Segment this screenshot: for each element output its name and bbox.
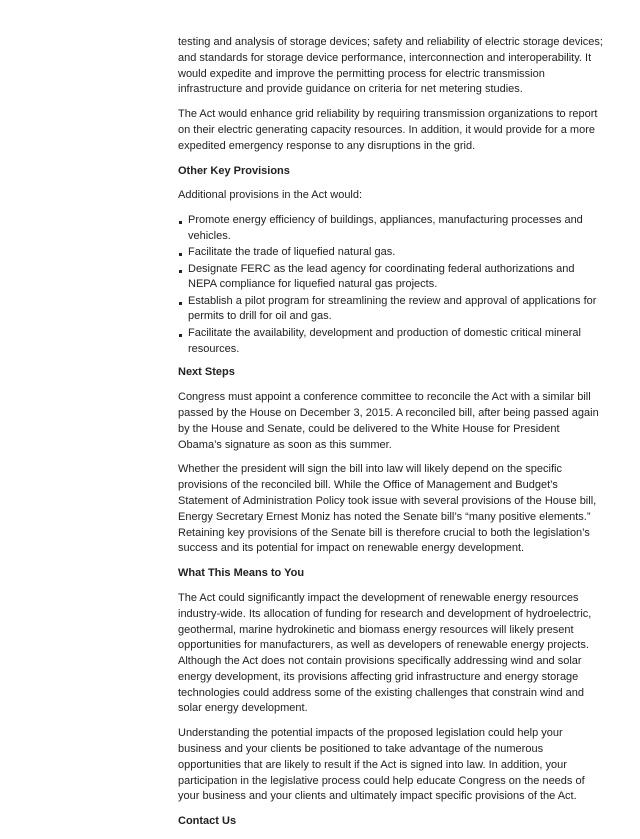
text-line: success and its potential for impact on renewable energy development. <box>178 542 525 555</box>
list-item <box>178 245 578 261</box>
paragraph <box>178 591 592 717</box>
text-line: Understanding the potential impacts of the proposed legislation could help your <box>178 727 563 740</box>
bullet-icon <box>179 302 182 305</box>
bullet-icon <box>179 221 182 224</box>
text-line: NEPA compliance for liquefied natural gas projects. <box>188 278 438 291</box>
text-line: Obama’s signature as soon as this summer. <box>178 438 392 451</box>
text-line: Congress must appoint a conference committee to reconcile the Act with a similar bill <box>178 391 591 404</box>
text-line: Additional provisions in the Act would: <box>178 189 363 202</box>
section-heading: Other Key Provisions <box>178 164 290 177</box>
text-line: passed by the House on December 3, 2015. A reconciled bill, after being passed again <box>178 406 599 419</box>
text-line: Whether the president will sign the bill into law will likely depend on the specific <box>178 463 562 476</box>
text-line: Facilitate the trade of liquefied natural gas. <box>188 246 396 259</box>
text-line: business and your clients be positioned to take advantage of the numerous <box>178 743 544 756</box>
paragraph <box>178 390 599 453</box>
text-line: Promote energy efficiency of buildings, appliances, manufacturing processes and <box>188 214 583 227</box>
list-item <box>178 326 581 358</box>
section-heading: What This Means to You <box>178 567 305 580</box>
text-line: your business and your clients and ultimately impact specific provisions of the Act. <box>178 790 577 803</box>
paragraph <box>178 188 578 204</box>
text-line: and standards for storage device performance, interconnection and interoperability. It <box>178 51 592 64</box>
text-line: The Act could significantly impact the development of renewable energy resources <box>178 591 579 604</box>
list-item <box>178 213 583 245</box>
text-line: geothermal, marine hydrokinetic and biomass energy resources will likely present <box>178 623 574 636</box>
section-heading: Contact Us <box>178 815 237 828</box>
list-item <box>178 262 578 294</box>
text-line: industry-wide. Its allocation of funding for research and development of hydroelectric, <box>178 607 592 620</box>
paragraph <box>178 35 603 98</box>
text-line: Energy Secretary Ernest Moniz has noted the Senate bill’s “many positive elements.” <box>178 510 591 523</box>
text-line: by the House and Senate, could be delivered to the White House for President <box>178 422 560 435</box>
bullet-icon <box>179 270 182 273</box>
text-line: energy development, its provisions affecting grid infrastructure and energy storage <box>178 670 579 683</box>
text-line: expedited emergency response to any disruptions in the grid. <box>178 139 476 152</box>
paragraph <box>178 462 597 557</box>
text-line: opportunities for manufacturers, as well as developers of renewable energy projects. <box>178 639 589 652</box>
text-line: resources. <box>188 342 240 355</box>
text-line: Establish a pilot program for streamlining the review and approval of applications for <box>188 294 597 307</box>
bullet-icon <box>179 334 182 337</box>
text-line: testing and analysis of storage devices; safety and reliability of electric storage devices; <box>178 36 603 48</box>
text-line: solar energy development. <box>178 702 308 715</box>
text-line: on their electric generating capacity resources. In addition, it would provide for a more <box>178 123 595 136</box>
text-line: Facilitate the availability, development and production of domestic critical mineral <box>188 326 581 339</box>
text-line: vehicles. <box>188 229 231 242</box>
text-line: infrastructure and provide guidance on criteria for net metering studies. <box>178 83 523 96</box>
text-line: Designate FERC as the lead agency for coordinating federal authorizations and <box>188 262 575 275</box>
text-line: Retaining key provisions of the Senate bill is therefore crucial to both the legislation’s <box>178 526 590 539</box>
text-line: participation in the legislative process could help educate Congress on the needs of <box>178 774 585 787</box>
paragraph <box>178 107 598 154</box>
section-heading: Next Steps <box>178 366 235 379</box>
list-item <box>178 294 597 326</box>
text-line: Although the Act does not contain provisions specifically addressing wind and solar <box>178 655 582 668</box>
text-line: would expedite and improve the permitting process for electric transmission <box>178 67 545 80</box>
text-line: Statement of Administration Policy took issue with several provisions of the House bill, <box>178 494 597 507</box>
text-line: The Act would enhance grid reliability by requiring transmission organizations to report <box>178 108 598 121</box>
bullet-list <box>178 213 597 357</box>
text-line: provisions of the reconciled bill. While the Office of Management and Budget’s <box>178 479 558 492</box>
bullet-icon <box>179 253 182 256</box>
document-body <box>178 35 603 839</box>
text-line: technologies could address some of the existing challenges that constrain wind and <box>178 686 585 699</box>
text-line: opportunities that are likely to result if the Act is signed into law. In addition, your <box>178 758 567 771</box>
paragraph <box>178 726 585 805</box>
text-line: permits to drill for oil and gas. <box>188 310 332 323</box>
